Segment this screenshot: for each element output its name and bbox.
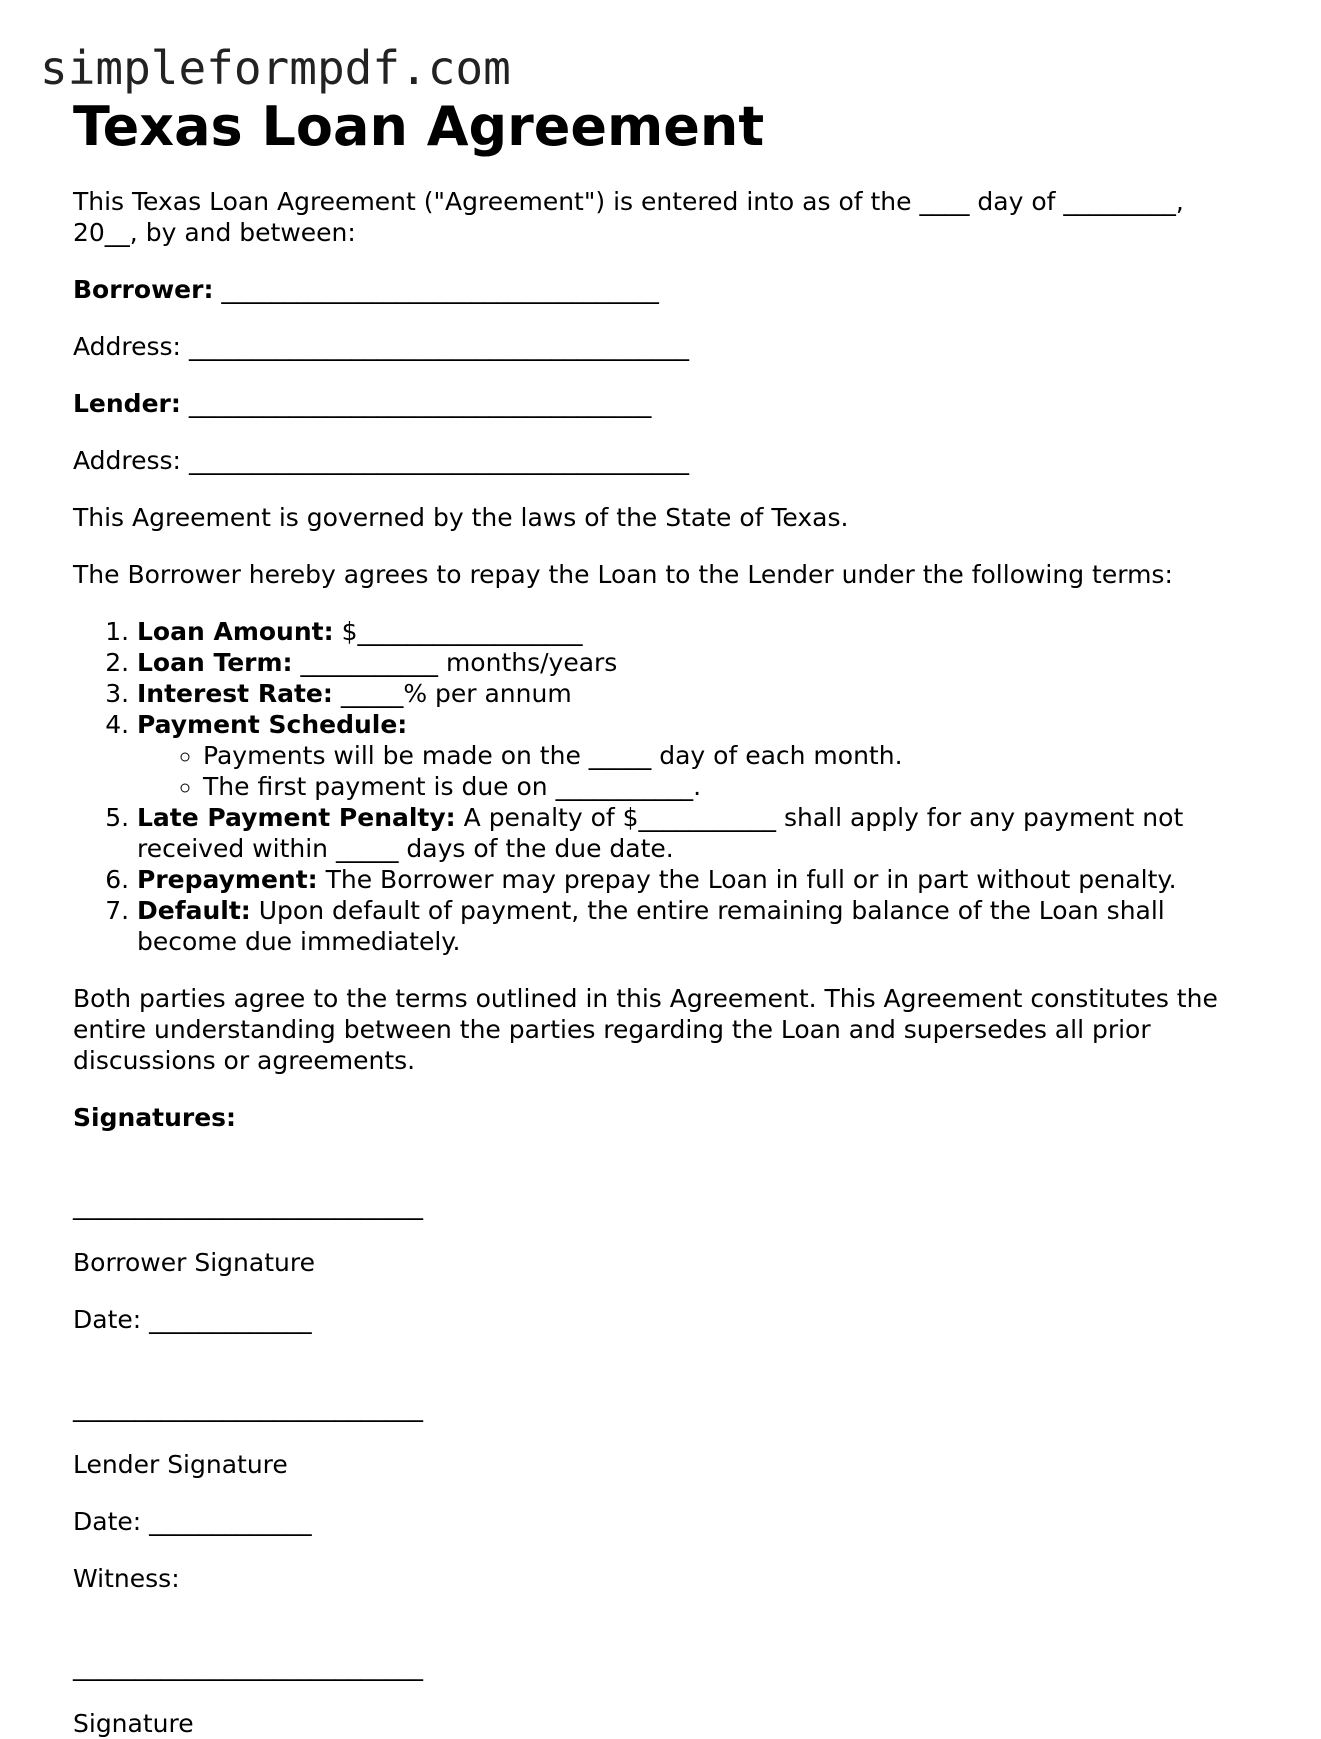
term-prepayment	[137, 864, 1253, 895]
lender-address-label: Address:	[73, 446, 181, 475]
borrower-signature-label: Borrower Signature	[73, 1248, 315, 1277]
payment-day-item: ◦ Payments will be made on the _____ day of each month.	[203, 740, 1253, 771]
borrower-date-field[interactable]: _____________	[149, 1305, 312, 1334]
first-payment-item: ◦ The first payment is due on ___________.	[203, 771, 1253, 802]
witness-label: Witness:	[73, 1564, 180, 1593]
loan-term-field[interactable]: ___________ months/years	[300, 648, 618, 677]
borrower-date-label: Date:	[73, 1305, 142, 1334]
default-text: Upon default of payment, the entire remaining balance of the Loan shall become due immediately.	[137, 896, 1165, 956]
payment-schedule-sublist	[137, 740, 1253, 802]
lender-address-field[interactable]: ________________________________________	[188, 446, 689, 475]
borrower-address-field[interactable]: ________________________________________	[188, 332, 689, 361]
borrower-address-label: Address:	[73, 332, 181, 361]
term-loan-term	[137, 647, 1253, 678]
borrower-signature-line[interactable]: ____________________________	[73, 1191, 423, 1220]
term-loan-amount	[137, 616, 1253, 647]
borrower-line	[73, 274, 1253, 305]
lender-date-line	[73, 1506, 1253, 1537]
witness-signature-line[interactable]: ____________________________	[73, 1652, 423, 1681]
term-interest-rate	[137, 678, 1253, 709]
governing-law: This Agreement is governed by the laws of the State of Texas.	[73, 503, 849, 532]
default-label: Default:	[137, 896, 251, 925]
closing-paragraph: Both parties agree to the terms outlined in this Agreement. This Agreement constitutes the entire understanding between the parties regarding the Loan and supersedes all prior discussions or agreements.	[73, 984, 1218, 1075]
borrower-label: Borrower:	[73, 275, 214, 304]
lender-date-field[interactable]: _____________	[149, 1507, 312, 1536]
borrower-name-field[interactable]: ___________________________________	[221, 275, 659, 304]
intro-paragraph: This Texas Loan Agreement ("Agreement") is entered into as of the ____ day of _________, 20__, by and between:	[73, 187, 1184, 247]
payment-schedule-label: Payment Schedule:	[137, 710, 408, 739]
lender-signature-line[interactable]: ____________________________	[73, 1393, 423, 1422]
lender-address-line	[73, 445, 1253, 476]
lender-line	[73, 388, 1253, 419]
interest-rate-field[interactable]: _____% per annum	[340, 679, 572, 708]
term-late-penalty	[137, 802, 1253, 864]
loan-term-label: Loan Term:	[137, 648, 293, 677]
prepayment-text: The Borrower may prepay the Loan in full or in part without penalty.	[325, 865, 1177, 894]
loan-amount-field[interactable]: $__________________	[341, 617, 583, 646]
terms-intro: The Borrower hereby agrees to repay the Loan to the Lender under the following terms:	[73, 560, 1173, 589]
loan-amount-label: Loan Amount:	[137, 617, 334, 646]
document	[73, 92, 1253, 1739]
prepayment-label: Prepayment:	[137, 865, 318, 894]
borrower-date-line	[73, 1304, 1253, 1335]
term-payment-schedule	[137, 709, 1253, 802]
witness-signature-label: Signature	[73, 1709, 194, 1738]
lender-signature-label: Lender Signature	[73, 1450, 288, 1479]
term-default	[137, 895, 1253, 957]
interest-rate-label: Interest Rate:	[137, 679, 333, 708]
borrower-address-line	[73, 331, 1253, 362]
signatures-heading: Signatures:	[73, 1103, 237, 1132]
late-penalty-text: A penalty of $___________ shall apply for any payment not received within _____ days of the due date.	[137, 803, 1184, 863]
lender-date-label: Date:	[73, 1507, 142, 1536]
terms-list	[73, 616, 1253, 957]
lender-name-field[interactable]: _____________________________________	[188, 389, 652, 418]
lender-label: Lender:	[73, 389, 181, 418]
late-penalty-label: Late Payment Penalty:	[137, 803, 456, 832]
watermark: simpleformpdf.com	[40, 41, 511, 95]
page-title: Texas Loan Agreement	[73, 95, 765, 158]
